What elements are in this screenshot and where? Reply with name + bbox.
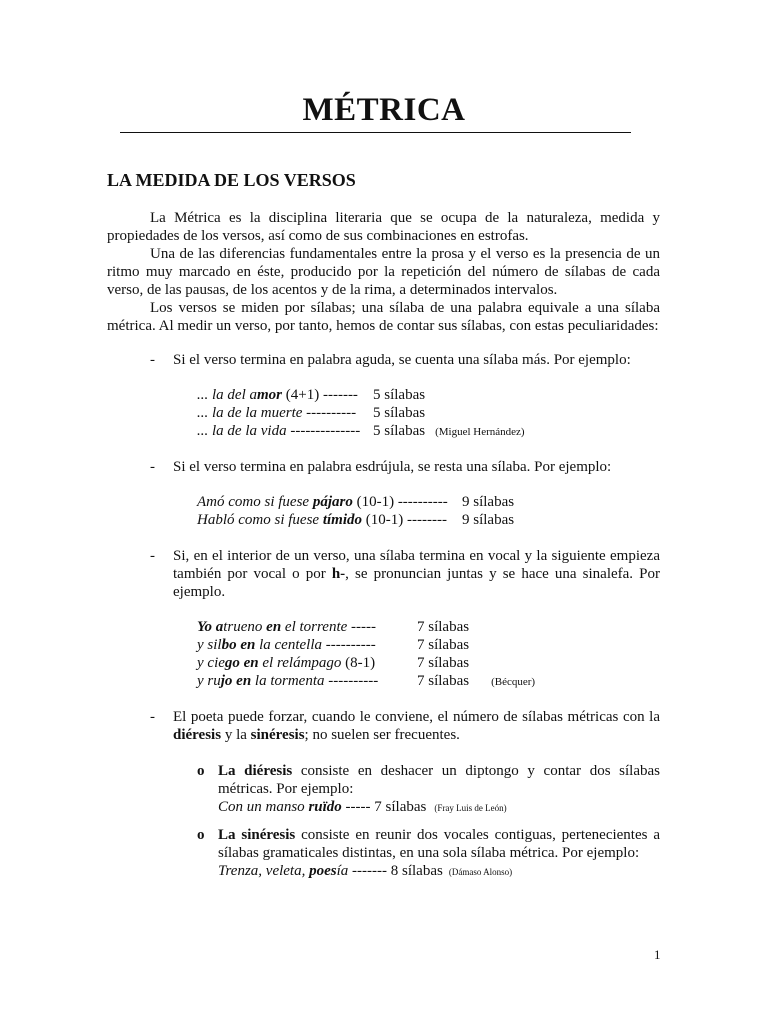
rule1-text: Si el verso termina en palabra aguda, se cuenta una sílaba más. Por ejemplo:	[173, 352, 631, 368]
dieresis-bullet: o	[197, 763, 205, 779]
page-number: 1	[654, 947, 661, 962]
intro-text-3: Los versos se miden por sílabas; una sílaba de una palabra equivale a una sílaba métrica. Al medir un verso, por tanto, hemos de contar sus sílabas, con estas peculiaridades:	[107, 300, 660, 334]
citation-miguel-hernandez: (Miguel Hernández)	[435, 426, 525, 438]
rule1-example-1: ... la del amor (4+1) -------	[197, 387, 358, 403]
sineresis-example: Trenza, veleta, poesía ------- 8 sílabas (Dámaso Alonso)	[218, 863, 513, 879]
rule4-text: El poeta puede forzar, cuando le conviene, el número de sílabas métricas con la diéresis y la sinéresis; no suelen ser frecuentes.	[173, 709, 660, 743]
intro-text-1: La Métrica es la disciplina literaria que se ocupa de la naturaleza, medida y propiedades de los versos, así como de sus combinaciones en estrofas.	[107, 210, 660, 244]
rule2-dash: -	[150, 459, 155, 475]
rule1-count-2: 5 sílabas	[373, 405, 426, 421]
citation-fray-luis: (Fray Luis de León)	[434, 803, 507, 813]
rule2-example-1: Amó como si fuese pájaro (10-1) ----------	[197, 494, 448, 510]
rule2-count-2: 9 sílabas	[462, 512, 515, 528]
sineresis-bullet: o	[197, 827, 205, 843]
rule3-example-1: Yo atrueno en el torrente -----	[197, 619, 376, 635]
intro-paragraph-3	[107, 299, 660, 335]
rule3-dash: -	[150, 548, 155, 564]
rule1-dash: -	[150, 352, 155, 368]
rule3-example-3: y ciego en el relámpago (8-1)	[197, 655, 376, 671]
title-rule	[120, 132, 631, 133]
rule1-count-1: 5 sílabas	[373, 387, 426, 403]
rule2-example-2: Habló como si fuese tímido (10-1) --------	[197, 512, 447, 528]
rule1-count-3: 5 sílabas (Miguel Hernández)	[373, 423, 525, 439]
intro-paragraph-1	[107, 209, 660, 245]
rule3-example-2: y silbo en la centella ----------	[197, 637, 376, 653]
rule3-count-1: 7 sílabas	[417, 619, 470, 635]
rule1-example-2: ... la de la muerte ----------	[197, 405, 357, 421]
rule3-count-2: 7 sílabas	[417, 637, 470, 653]
rule1-example-3: ... la de la vida --------------	[197, 423, 361, 439]
dieresis-example: Con un manso ruïdo ----- 7 sílabas (Fray Luis de León)	[218, 799, 507, 815]
sineresis-text: La sinéresis consiste en reunir dos vocales contiguas, pertenecientes a sílabas gramaticales distintas, en una sola sílaba métrica. Por ejemplo:	[218, 827, 660, 861]
rule3-example-4: y rujo en la tormenta ----------	[197, 673, 379, 689]
rule4-dash: -	[150, 709, 155, 725]
section-heading: LA MEDIDA DE LOS VERSOS	[107, 170, 356, 190]
rule3-count-3: 7 sílabas	[417, 655, 470, 671]
rule2-text: Si el verso termina en palabra esdrújula, se resta una sílaba. Por ejemplo:	[173, 459, 612, 475]
rule3-count-4: 7 sílabas (Bécquer)	[417, 673, 536, 689]
intro-text-2: Una de las diferencias fundamentales entre la prosa y el verso es la presencia de un ritmo muy marcado en éste, producido por la repetición del número de sílabas de cada verso, de las pausas, de los acentos y de la rima, a determinados intervalos.	[107, 246, 660, 298]
rule2-count-1: 9 sílabas	[462, 494, 515, 510]
citation-damaso-alonso: (Dámaso Alonso)	[448, 867, 513, 877]
page-title: MÉTRICA	[302, 92, 466, 128]
intro-paragraph-2	[107, 245, 660, 299]
rule3-text: Si, en el interior de un verso, una sílaba termina en vocal y la siguiente empieza también por vocal o por h-, se pronuncian juntas y se hace una sinalefa. Por ejemplo.	[173, 548, 660, 600]
dieresis-text: La diéresis consiste en deshacer un diptongo y contar dos sílabas métricas. Por ejemplo:	[218, 763, 661, 797]
citation-becquer: (Bécquer)	[491, 676, 536, 688]
